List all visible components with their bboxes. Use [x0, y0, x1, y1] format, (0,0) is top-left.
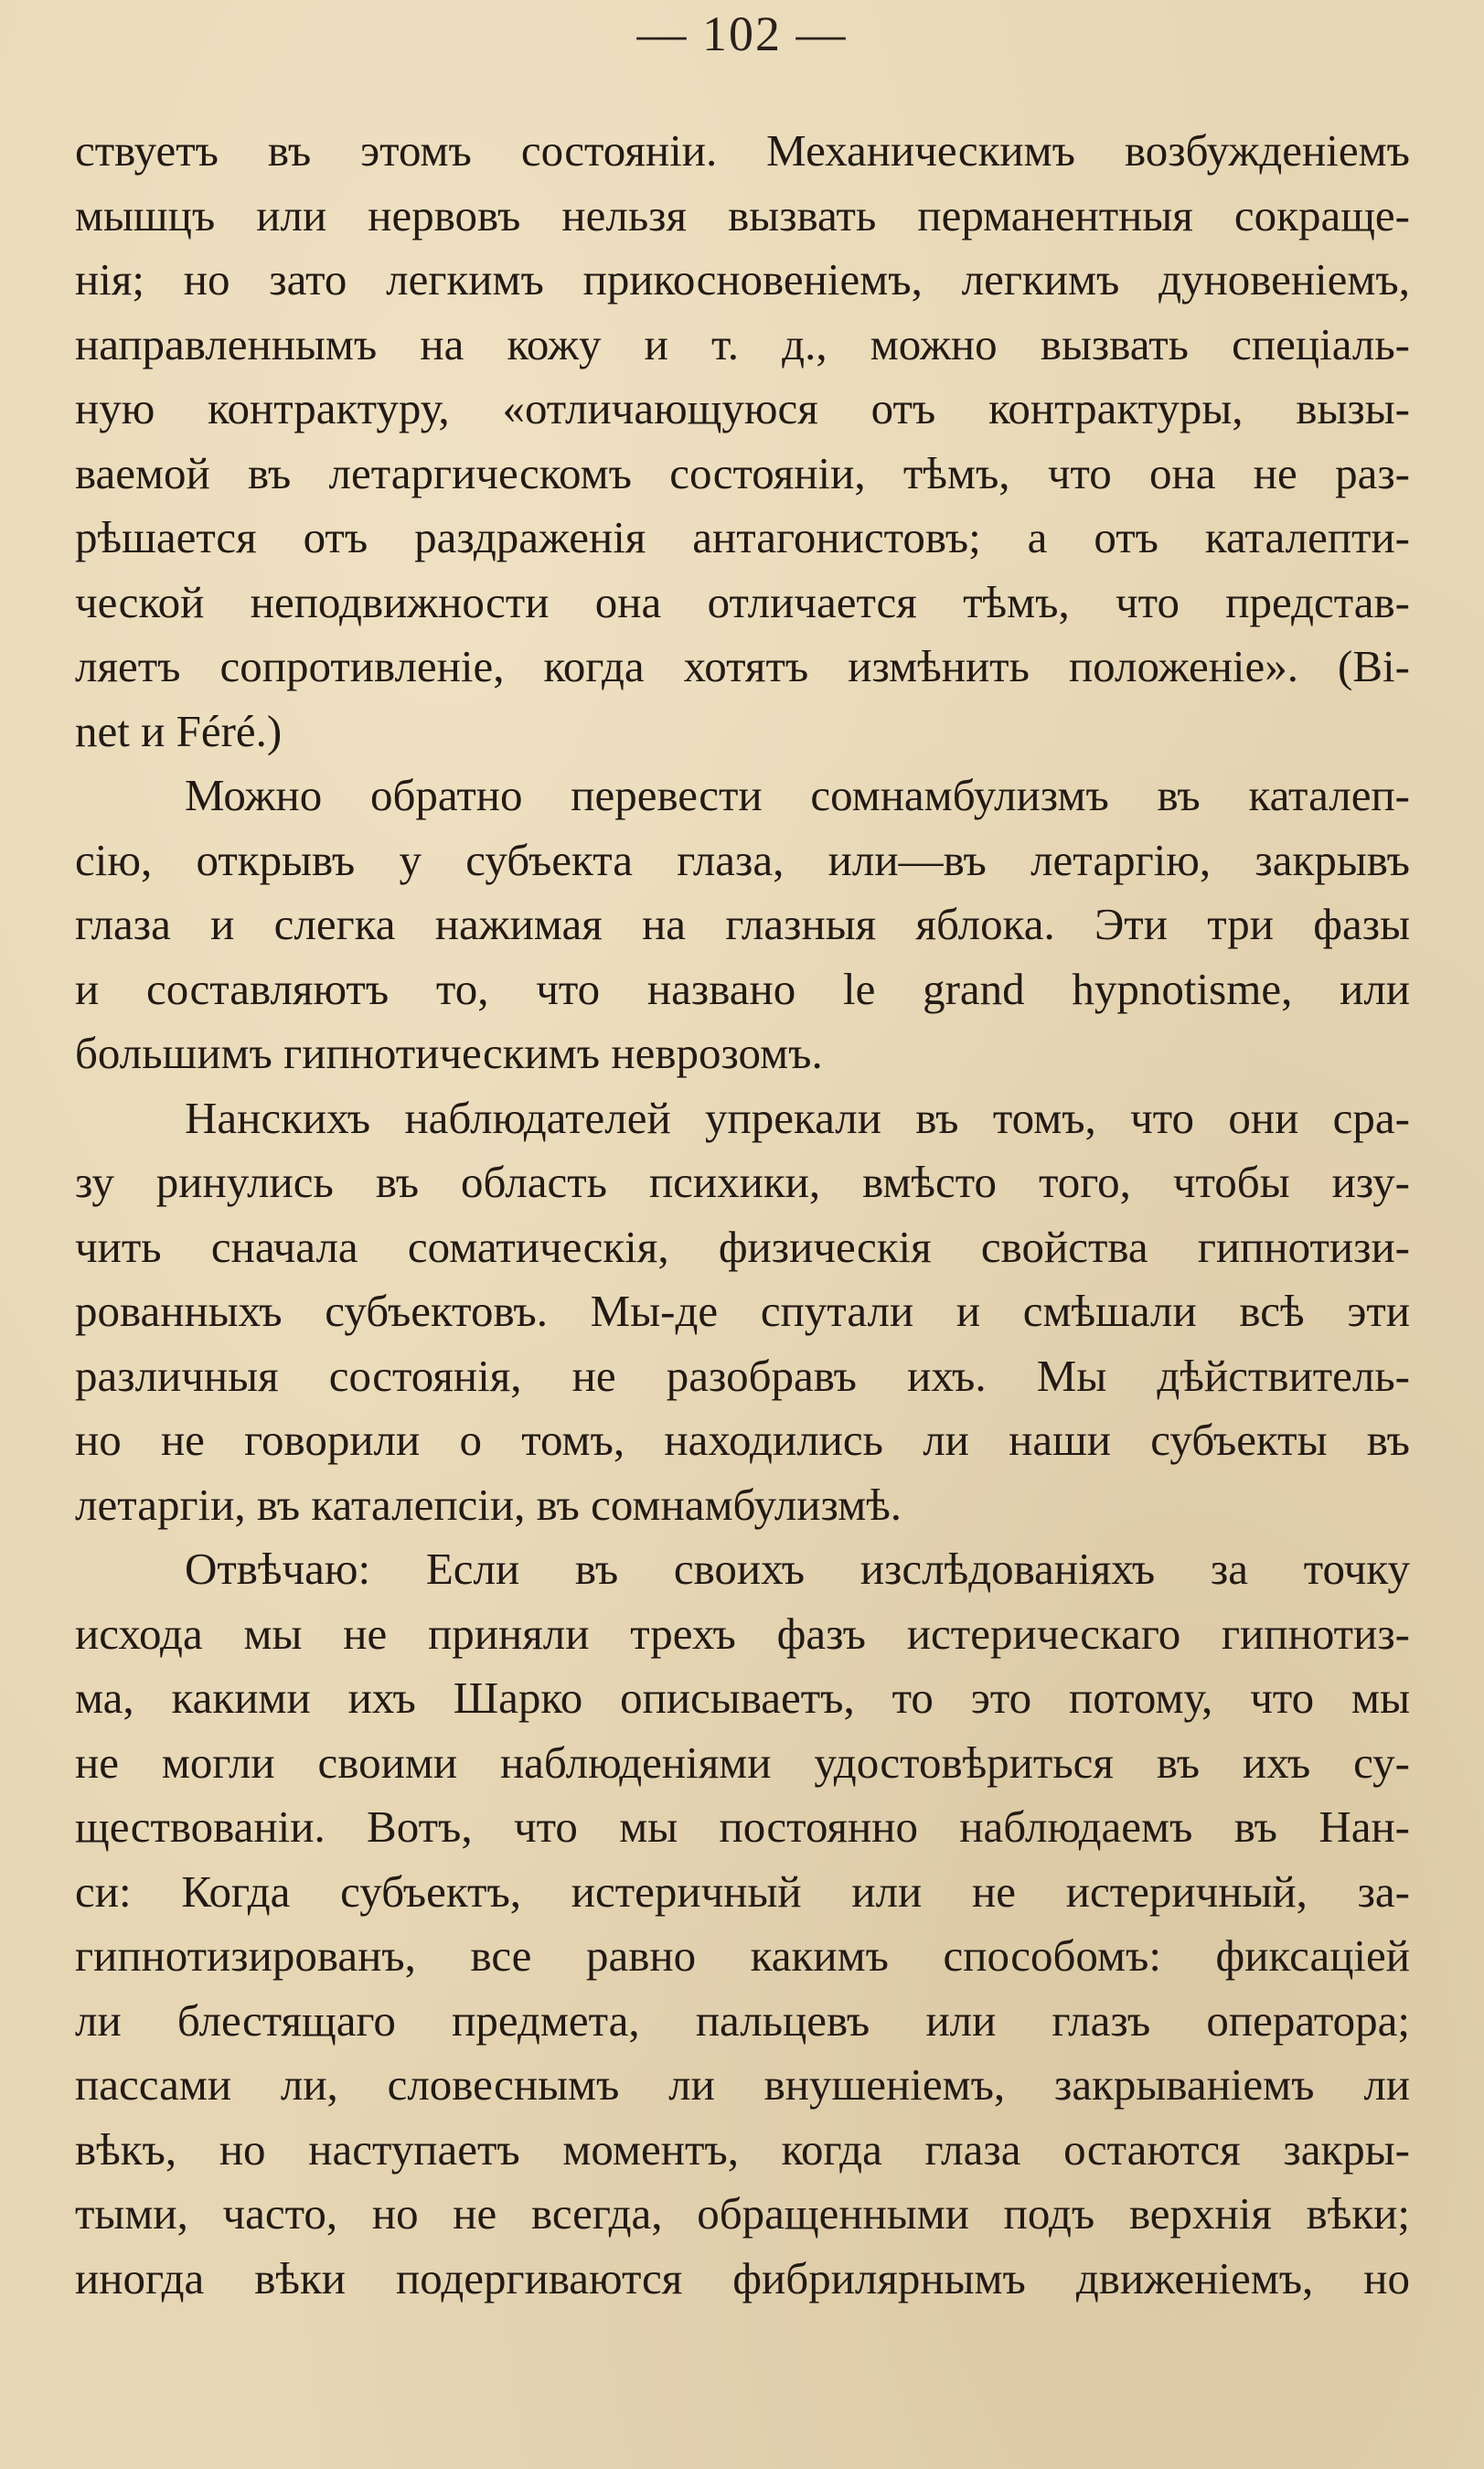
text-line: но не говорили о томъ, находились ли наши субъекты въ — [75, 1415, 1410, 1465]
text-line: нія; но зато легкимъ прикосновеніемъ, легкимъ дуновеніемъ, — [75, 254, 1410, 305]
text-line: ваемой въ летаргическомъ состояніи, тѣмъ, что она не раз- — [75, 447, 1410, 498]
text-line: зу ринулись въ область психики, вмѣсто того, чтобы изу- — [75, 1157, 1410, 1207]
text-line: ляетъ сопротивленіе, когда хотятъ измѣнить положеніе». (Bi- — [75, 641, 1410, 691]
text-line: тыми, часто, но не всегда, обращенными подъ верхнія вѣки; — [75, 2188, 1410, 2239]
text-line: Нанскихъ наблюдателей упрекали въ томъ, что они сра- — [185, 1092, 1410, 1143]
text-line: ли блестящаго предмета, пальцевъ или глазъ оператора; — [75, 1994, 1410, 2046]
text-line: глаза и слегка нажимая на глазныя яблока. Эти три фазы — [75, 899, 1410, 949]
text-line: рѣшается отъ раздраженія антагонистовъ; а отъ каталепти- — [75, 512, 1410, 562]
text-line: летаргіи, въ каталепсіи, въ сомнамбулизмѣ. — [75, 1479, 902, 1530]
text-line: сію, открывъ у субъекта глаза, или—въ летаргію, закрывъ — [75, 834, 1410, 885]
text-line: чить сначала соматическія, физическія свойства гипнотизи- — [75, 1221, 1410, 1272]
text-line: net и Féré.) — [75, 705, 283, 756]
text-line: иногда вѣки подергиваются фибрилярнымъ движеніемъ, но — [75, 2252, 1410, 2303]
text-line: ствуетъ въ этомъ состояніи. Механическимъ возбужденіемъ — [75, 125, 1410, 176]
text-line: большимъ гипнотическимъ неврозомъ. — [75, 1028, 823, 1078]
text-line: гипнотизированъ, все равно какимъ способомъ: фиксаціей — [75, 1930, 1410, 1981]
text-line: рованныхъ субъектовъ. Мы-де спутали и смѣшали всѣ эти — [75, 1286, 1410, 1336]
text-line: ную контрактуру, «отличающуюся отъ контрактуры, вызы- — [75, 383, 1410, 433]
text-line: си: Когда субъектъ, истеричный или не истеричный, за- — [75, 1865, 1410, 1917]
text-line: ществованіи. Вотъ, что мы постоянно наблюдаемъ въ Нан- — [75, 1801, 1410, 1852]
text-line: различныя состоянія, не разобравъ ихъ. Мы дѣйствитель- — [75, 1350, 1410, 1401]
text-line: не могли своими наблюденіями удостовѣриться въ ихъ су- — [75, 1737, 1410, 1788]
page-number: — 102 — — [636, 6, 848, 61]
text-line: Отвѣчаю: Если въ своихъ изслѣдованіяхъ за точку — [185, 1544, 1410, 1594]
text-line: ческой неподвижности она отличается тѣмъ, что представ- — [75, 576, 1410, 627]
text-line: вѣкъ, но наступаетъ моментъ, когда глаза остаются закры- — [75, 2123, 1410, 2175]
text-line: направленнымъ на кожу и т. д., можно вызвать спеціаль- — [75, 318, 1410, 369]
text-line: ма, какими ихъ Шарко описываетъ, то это потому, что мы — [75, 1673, 1410, 1723]
text-line: исхода мы не приняли трехъ фазъ истерическаго гипнотиз- — [75, 1608, 1410, 1659]
text-line: пассами ли, словеснымъ ли внушеніемъ, закрываніемъ ли — [75, 2059, 1410, 2110]
text-line: мышцъ или нервовъ нельзя вызвать перманентныя сокраще- — [75, 189, 1410, 240]
text-line: Можно обратно перевести сомнамбулизмъ въ каталеп- — [185, 770, 1410, 820]
text-line: и составляютъ то, что названо le grand hypnotisme, или — [75, 963, 1410, 1014]
body-text — [75, 119, 1410, 2311]
